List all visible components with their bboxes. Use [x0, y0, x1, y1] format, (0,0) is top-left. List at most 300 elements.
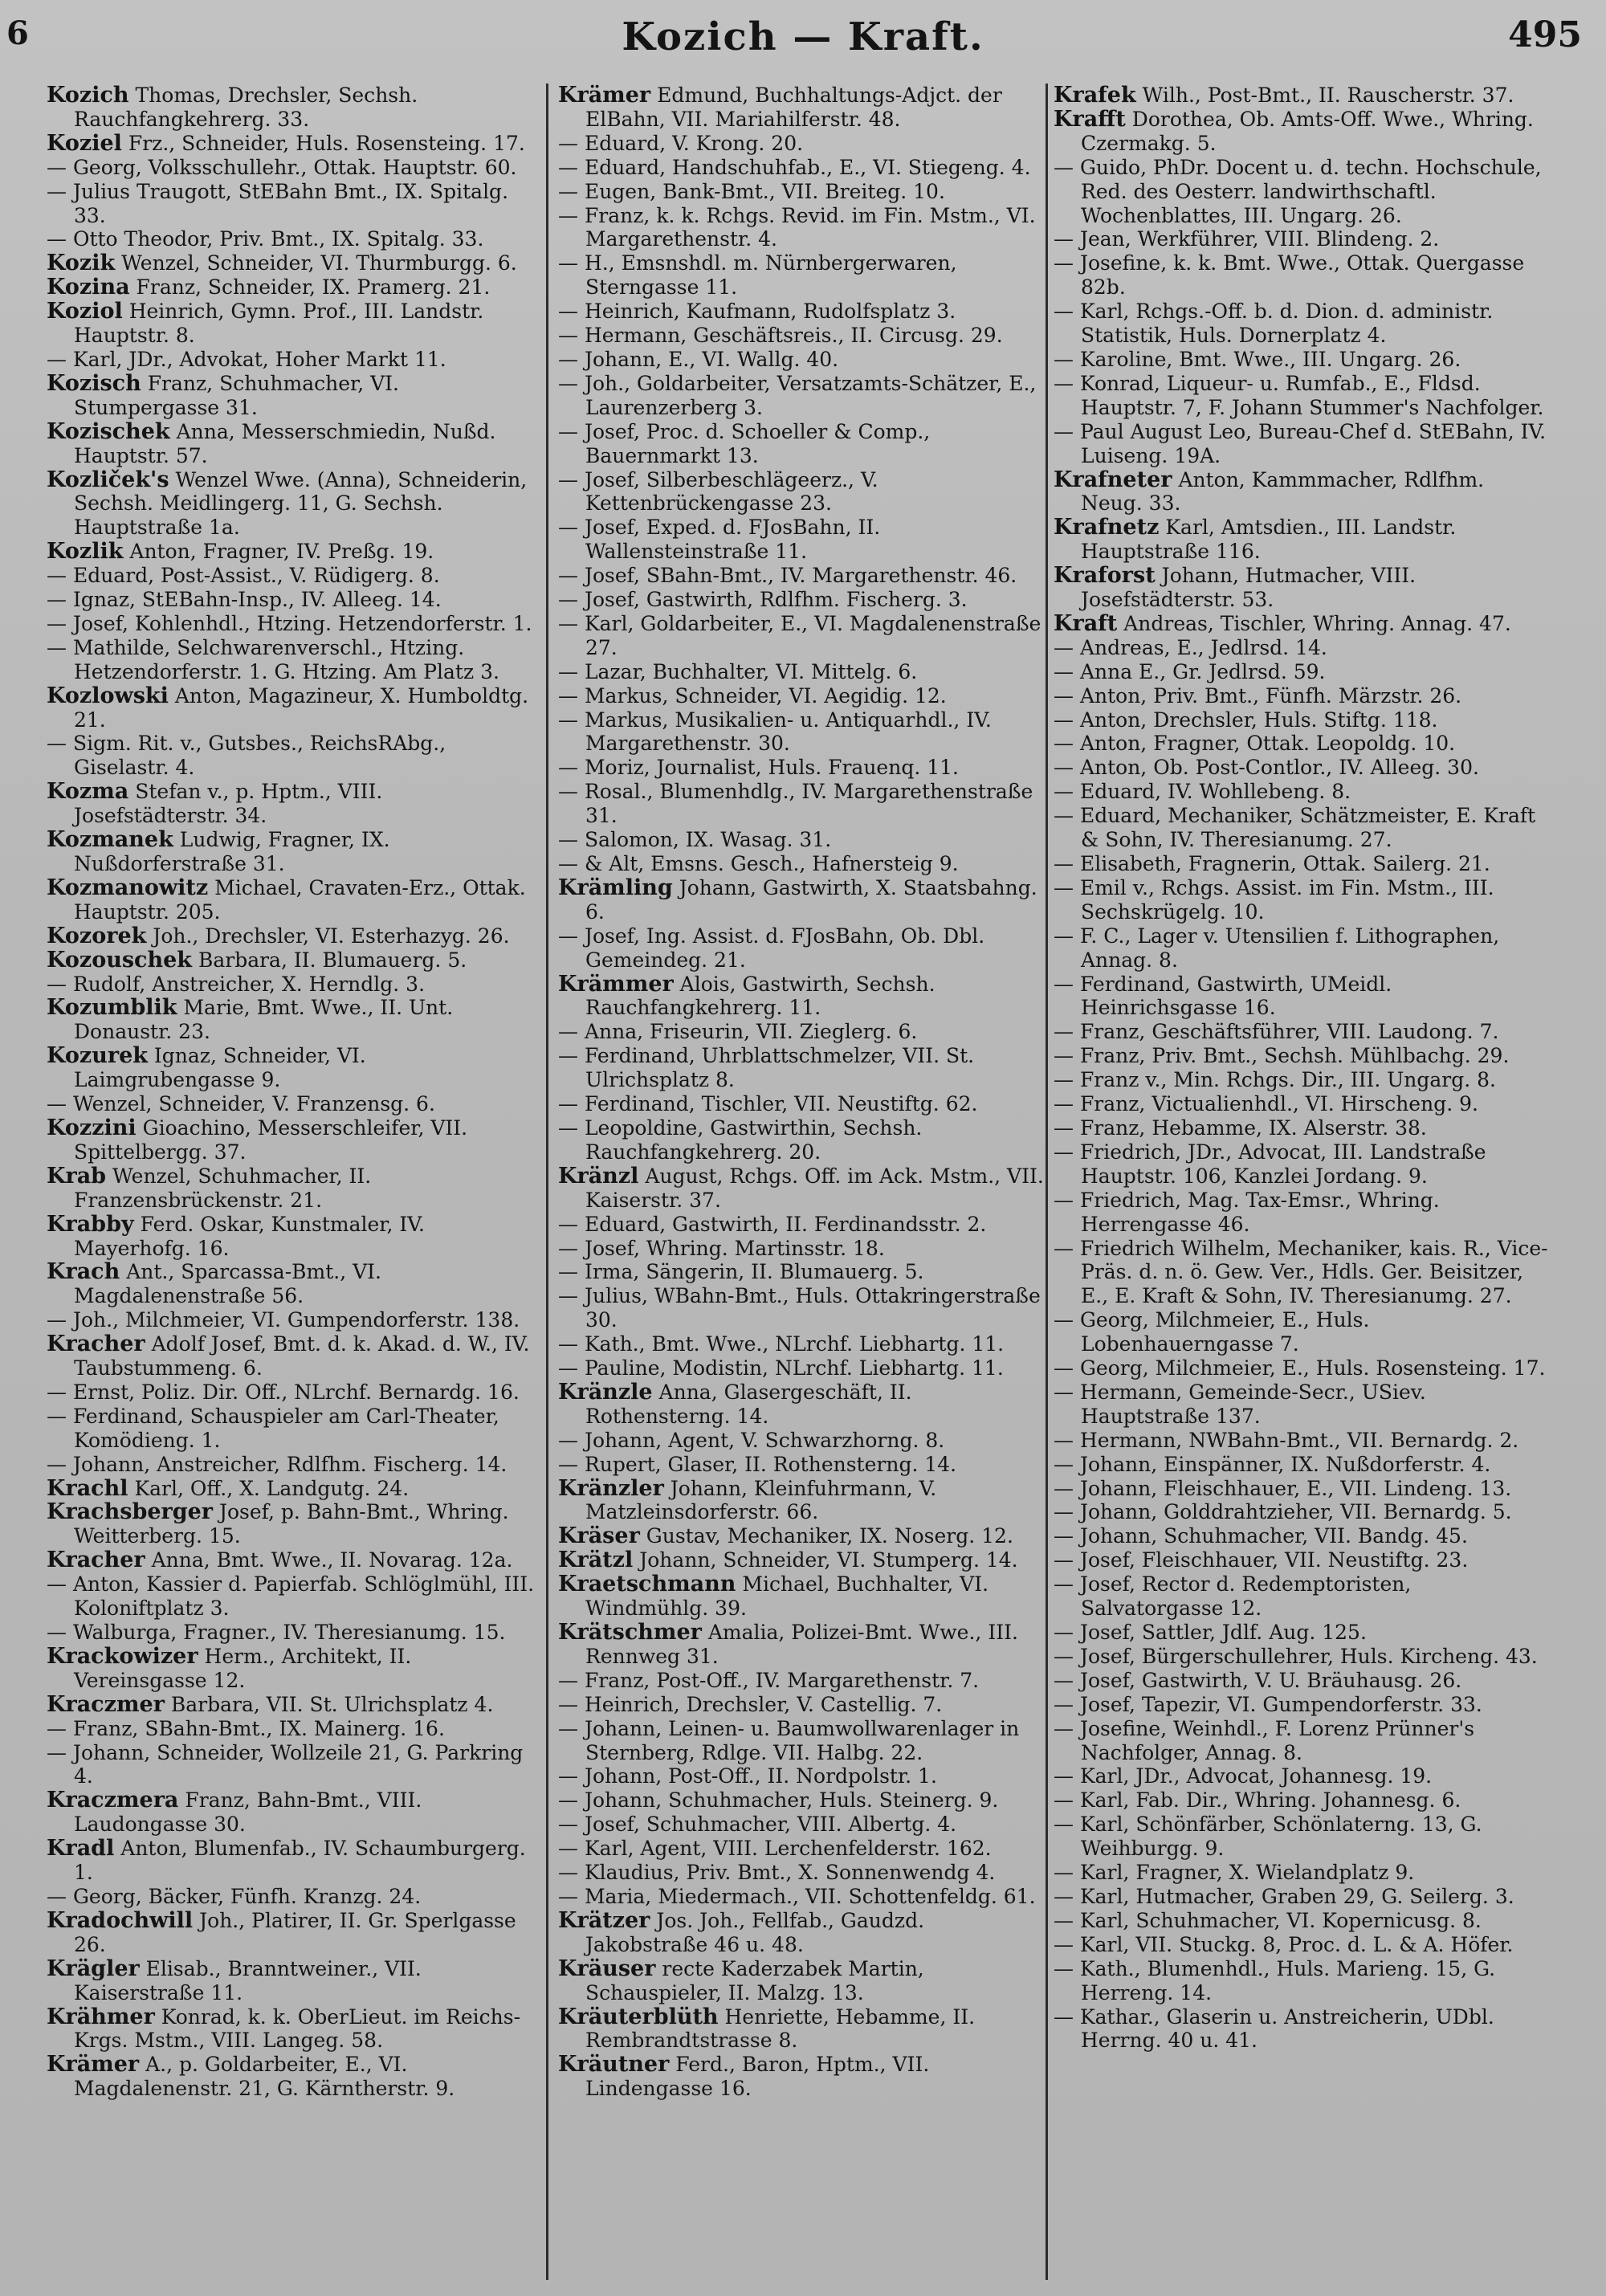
- entry-details: — Friedrich, JDr., Advocat, III. Landstraße Hauptstr. 106, Kanzlei Jordang. 9.: [1054, 1140, 1486, 1188]
- directory-entry: [558, 876, 1050, 924]
- entry-details: — Julius Traugott, StEBahn Bmt., IX. Spitalg. 33.: [47, 179, 509, 227]
- entry-details: Wilh., Post-Bmt., II. Rauscherstr. 37.: [1135, 84, 1514, 107]
- directory-entry: [1054, 1308, 1551, 1356]
- entry-surname: Krachl: [47, 1475, 128, 1501]
- entry-details: — Anton, Ob. Post-Contlor., IV. Alleeg. 30.: [1054, 756, 1479, 780]
- entry-surname: Kozlik: [47, 539, 124, 565]
- entry-details: Wenzel Wwe. (Anna), Schneiderin, Sechsh. Meidlingerg. 11, G. Sechsh. Hauptstraße 1a.: [74, 467, 528, 540]
- entry-details: Marie, Bmt. Wwe., II. Unt. Donaustr. 23.: [74, 996, 454, 1044]
- directory-entry: [47, 1213, 536, 1261]
- entry-surname: Krafek: [1054, 84, 1136, 108]
- entry-surname: Krämer: [558, 84, 651, 108]
- entry-details: Anna, Glasergeschäft, II. Rothensterng. 14.: [585, 1380, 912, 1428]
- entry-details: — Ferdinand, Uhrblattschmelzer, VII. St. Ulrichsplatz 8.: [558, 1044, 975, 1092]
- entry-details: Henriette, Hebamme, II. Rembrandtstrasse 8.: [585, 2004, 976, 2053]
- directory-entry: [558, 1669, 1050, 1693]
- directory-entry: [47, 1909, 536, 1957]
- entry-details: — Karl, Schuhmacher, VI. Kopernicusg. 8.: [1054, 1908, 1482, 1932]
- directory-entry: [1054, 1068, 1551, 1092]
- entry-surname: Kozurek: [47, 1043, 148, 1069]
- directory-entry: [47, 684, 536, 732]
- directory-entry: [47, 2005, 536, 2053]
- directory-column-1: [47, 84, 536, 2284]
- entry-surname: Kozmanowitz: [47, 875, 209, 900]
- entry-surname: Kozischek: [47, 418, 170, 444]
- entry-details: — Jean, Werkführer, VIII. Blindeng. 2.: [1054, 227, 1440, 251]
- directory-entry: [47, 132, 536, 156]
- entry-details: — Franz, k. k. Rchgs. Revid. im Fin. Mstm., VI. Margarethenstr. 4.: [558, 203, 1036, 251]
- directory-entry: [1054, 1693, 1551, 1717]
- entry-details: — Paul August Leo, Bureau-Chef d. StEBahn, IV. Luiseng. 19A.: [1054, 419, 1547, 467]
- directory-entry: [1054, 1020, 1551, 1044]
- entry-details: — Eduard, V. Krong. 20.: [558, 131, 804, 155]
- entry-details: — Eugen, Bank-Bmt., VII. Breiteg. 10.: [558, 179, 945, 203]
- directory-entry: [558, 708, 1050, 756]
- entry-details: — Karl, Goldarbeiter, E., VI. Magdalenenstraße 27.: [558, 611, 1041, 659]
- entry-details: — Johann, Post-Off., II. Nordpolstr. 1.: [558, 1764, 937, 1788]
- entry-details: — Georg, Milchmeier, E., Huls. Rosensteing. 17.: [1054, 1356, 1546, 1380]
- directory-entry: [47, 1645, 536, 1693]
- entry-details: — Josefine, k. k. Bmt. Wwe., Ottak. Quergasse 82b.: [1054, 251, 1525, 300]
- directory-entry: [1054, 708, 1551, 732]
- directory-entry: [1054, 227, 1551, 251]
- entry-details: — Klaudius, Priv. Bmt., X. Sonnenwendg 4.: [558, 1861, 996, 1885]
- entry-details: — Josef, Exped. d. FJosBahn, II. Wallensteinstraße 11.: [558, 516, 881, 564]
- entry-details: Jos. Joh., Fellfab., Gaudzd. Jakobstraße 46 u. 48.: [585, 1908, 925, 1956]
- directory-entry: [1054, 1861, 1551, 1885]
- entry-surname: Krägler: [47, 1955, 140, 1981]
- entry-surname: Kräuser: [558, 1955, 656, 1981]
- directory-entry: [47, 1260, 536, 1308]
- directory-entry: [1054, 420, 1551, 468]
- directory-entry: [1054, 108, 1551, 156]
- directory-entry: [558, 1237, 1050, 1261]
- directory-entry: [1054, 1548, 1551, 1572]
- entry-details: — Otto Theodor, Priv. Bmt., IX. Spitalg. 33.: [47, 227, 484, 251]
- entry-surname: Krämmer: [558, 971, 674, 997]
- entry-details: — Markus, Schneider, VI. Aegidig. 12.: [558, 683, 947, 708]
- directory-entry: [558, 1284, 1050, 1332]
- entry-details: — Josef, Rector d. Redemptoristen, Salvatorgasse 12.: [1054, 1572, 1412, 1621]
- entry-details: — Karl, Fab. Dir., Whring. Johannesg. 6.: [1054, 1788, 1461, 1813]
- entry-details: Karl, Amtsdien., III. Landstr. Hauptstraße 116.: [1081, 516, 1457, 564]
- entry-details: — Rupert, Glaser, II. Rothensterng. 14.: [558, 1452, 957, 1476]
- directory-entry: [47, 2053, 536, 2101]
- entry-surname: Krafft: [1054, 106, 1126, 132]
- directory-entry: [558, 1044, 1050, 1092]
- entry-details: Johann, Gastwirth, X. Staatsbahng. 6.: [585, 875, 1037, 924]
- directory-entry: [1054, 300, 1551, 348]
- directory-entry: [47, 1500, 536, 1548]
- directory-entry: [1054, 468, 1551, 516]
- directory-entry: [47, 300, 536, 348]
- directory-entry: [1054, 1044, 1551, 1068]
- entry-details: Anton, Fragner, IV. Preßg. 19.: [123, 540, 434, 564]
- entry-details: — Friedrich Wilhelm, Mechaniker, kais. R., Vice-Präs. d. n. ö. Gew. Ver., Hdls. Ger. Beisitzer, E., E. Kraft & Sohn, IV. Theresianumg. 27.: [1054, 1236, 1548, 1308]
- directory-entry: [47, 1453, 536, 1477]
- directory-entry: [47, 84, 536, 132]
- directory-entry: [1054, 636, 1551, 660]
- entry-details: — Pauline, Modistin, NLrchf. Liebhartg. 11.: [558, 1356, 1004, 1380]
- entry-details: — Franz, Priv. Bmt., Sechsh. Mühlbachg. 29.: [1054, 1044, 1510, 1068]
- entry-details: Elisab., Branntweiner., VII. Kaiserstraße 11.: [74, 1956, 422, 2004]
- directory-entry: [47, 564, 536, 588]
- entry-details: — Johann, Leinen- u. Baumwollwarenlager in Sternberg, Rdlge. VII. Halbg. 22.: [558, 1716, 1020, 1764]
- directory-entry: [1054, 2005, 1551, 2053]
- entry-details: — Ferdinand, Gastwirth, UMeidl. Heinrichsgasse 16.: [1054, 972, 1392, 1020]
- directory-entry: [1054, 732, 1551, 756]
- entry-details: — Moriz, Journalist, Huls. Frauenq. 11.: [558, 756, 959, 780]
- entry-details: — Leopoldine, Gastwirthin, Sechsh. Rauchfangkehrerg. 20.: [558, 1115, 923, 1164]
- directory-entry: [1054, 1356, 1551, 1380]
- entry-details: Franz, Schuhmacher, VI. Stumpergasse 31.: [74, 371, 399, 419]
- directory-entry: [558, 1524, 1050, 1548]
- entry-details: — Eduard, Gastwirth, II. Ferdinandsstr. 2.: [558, 1212, 987, 1236]
- directory-entry: [47, 948, 536, 973]
- entry-details: Joh., Drechsler, VI. Esterhazyg. 26.: [146, 924, 510, 948]
- directory-entry: [47, 1116, 536, 1164]
- directory-entry: [558, 516, 1050, 564]
- directory-entry: [558, 1548, 1050, 1572]
- directory-entry: [558, 1813, 1050, 1837]
- directory-entry: [558, 2053, 1050, 2101]
- directory-entry: [47, 1044, 536, 1092]
- entry-details: — Josef, Schuhmacher, VIII. Albertg. 4.: [558, 1813, 957, 1837]
- entry-surname: Krach: [47, 1259, 120, 1285]
- directory-entry: [1054, 1717, 1551, 1765]
- entry-details: — Hermann, Gemeinde-Secr., USiev. Hauptstraße 137.: [1054, 1380, 1426, 1428]
- entry-surname: Kozumblik: [47, 995, 177, 1021]
- directory-entry: [47, 1717, 536, 1741]
- entry-details: — Johann, E., VI. Wallg. 40.: [558, 347, 839, 371]
- entry-details: — Irma, Sängerin, II. Blumauerg. 5.: [558, 1260, 924, 1284]
- directory-entry: [1054, 1909, 1551, 1933]
- directory-entry: [1054, 1140, 1551, 1189]
- entry-details: — Ignaz, StEBahn-Insp., IV. Alleeg. 14.: [47, 588, 442, 612]
- entry-details: — Hermann, NWBahn-Bmt., VII. Bernardg. 2.: [1054, 1428, 1519, 1452]
- directory-entry: [558, 1837, 1050, 1861]
- entry-details: Thomas, Drechsler, Sechsh. Rauchfangkehrerg. 33.: [74, 84, 418, 131]
- entry-details: — Maria, Miedermach., VII. Schottenfeldg. 61.: [558, 1884, 1036, 1908]
- entry-details: — Julius, WBahn-Bmt., Huls. Ottakringerstraße 30.: [558, 1284, 1041, 1332]
- entry-details: — Franz v., Min. Rchgs. Dir., III. Ungarg. 8.: [1054, 1068, 1496, 1092]
- entry-details: — Johann, Fleischhauer, E., VII. Lindeng. 13.: [1054, 1476, 1512, 1500]
- directory-entry: [1054, 973, 1551, 1021]
- entry-details: — Joh., Goldarbeiter, Versatzamts-Schätzer, E., Laurenzerberg 3.: [558, 371, 1037, 419]
- directory-entry: [558, 348, 1050, 372]
- directory-entry: [47, 1741, 536, 1789]
- directory-entry: [47, 612, 536, 636]
- entry-details: Michael, Buchhalter, VI. Windmühlg. 39.: [585, 1572, 989, 1621]
- entry-surname: Kräser: [558, 1523, 640, 1549]
- entry-details: — Wenzel, Schneider, V. Franzensg. 6.: [47, 1092, 435, 1116]
- entry-details: — Ferdinand, Tischler, VII. Neustiftg. 62.: [558, 1092, 978, 1116]
- entry-details: Frz., Schneider, Huls. Rosensteing. 17.: [121, 131, 525, 155]
- directory-entry: [1054, 876, 1551, 924]
- entry-details: — Georg, Bäcker, Fünfh. Kranzg. 24.: [47, 1884, 422, 1908]
- directory-entry: [558, 1260, 1050, 1284]
- directory-entry: [47, 348, 536, 372]
- entry-details: Anton, Magazineur, X. Humboldtg. 21.: [74, 683, 529, 732]
- directory-entry: [558, 1380, 1050, 1429]
- directory-entry: [558, 1332, 1050, 1356]
- directory-entry: [47, 636, 536, 684]
- directory-entry: [47, 828, 536, 876]
- entry-details: — Karl, Fragner, X. Wielandplatz 9.: [1054, 1861, 1415, 1885]
- entry-details: August, Rchgs. Off. im Ack. Mstm., VII. Kaiserstr. 37.: [585, 1164, 1044, 1212]
- entry-details: Anna, Messerschmiedin, Nußd. Hauptstr. 57.: [74, 419, 496, 467]
- entry-details: Konrad, k. k. OberLieut. im Reichs-Krgs. Mstm., VIII. Langeg. 58.: [74, 2004, 521, 2053]
- entry-surname: Kozisch: [47, 370, 141, 396]
- entry-details: — Karl, Agent, VIII. Lerchenfelderstr. 162.: [558, 1837, 992, 1861]
- entry-surname: Kozmanek: [47, 827, 173, 853]
- entry-details: — Salomon, IX. Wasag. 31.: [558, 828, 832, 852]
- entry-details: Anton, Kammmacher, Rdlfhm. Neug. 33.: [1081, 467, 1485, 516]
- entry-surname: Krätzl: [558, 1548, 634, 1573]
- directory-entry: [1054, 1885, 1551, 1909]
- directory-entry: [47, 1957, 536, 2005]
- entry-surname: Kozich: [47, 84, 129, 108]
- entry-details: — Karl, JDr., Advocat, Johannesg. 19.: [1054, 1764, 1433, 1788]
- directory-entry: [1054, 1933, 1551, 1957]
- directory-entry: [1054, 924, 1551, 973]
- entry-details: Gustav, Mechaniker, IX. Noserg. 12.: [639, 1524, 1013, 1548]
- entry-details: — Johann, Agent, V. Schwarzhorng. 8.: [558, 1428, 945, 1452]
- entry-details: Ferd. Oskar, Kunstmaler, IV. Mayerhofg. 16.: [74, 1212, 425, 1260]
- column-divider: [546, 84, 548, 2280]
- entry-details: — F. C., Lager v. Utensilien f. Lithographen, Annag. 8.: [1054, 924, 1500, 972]
- directory-entry: [558, 204, 1050, 252]
- entry-details: Josef, p. Bahn-Bmt., Whring. Weitterberg. 15.: [74, 1500, 509, 1548]
- entry-surname: Kraetschmann: [558, 1572, 736, 1597]
- directory-entry: [1054, 1429, 1551, 1453]
- directory-entry: [47, 996, 536, 1044]
- left-page-number: 6: [6, 14, 29, 52]
- entry-details: — Franz, SBahn-Bmt., IX. Mainerg. 16.: [47, 1716, 445, 1740]
- directory-entry: [47, 420, 536, 468]
- entry-surname: Kraczmera: [47, 1788, 179, 1813]
- entry-details: recte Kaderzabek Martin, Schauspieler, II. Malzg. 13.: [585, 1956, 924, 2004]
- directory-entry: [558, 828, 1050, 852]
- directory-entry: [1054, 612, 1551, 636]
- entry-details: — Elisabeth, Fragnerin, Ottak. Sailerg. 21.: [1054, 852, 1490, 875]
- entry-details: — Eduard, IV. Wohllebeng. 8.: [1054, 780, 1351, 804]
- directory-entry: [47, 1477, 536, 1501]
- directory-entry: [47, 780, 536, 828]
- entry-details: — & Alt, Emsns. Gesch., Hafnersteig 9.: [558, 852, 959, 875]
- entry-details: — Josef, Gastwirth, V. U. Bräuhausg. 26.: [1054, 1668, 1462, 1692]
- directory-entry: [558, 1116, 1050, 1164]
- entry-surname: Kränzl: [558, 1163, 639, 1189]
- directory-entry: [558, 372, 1050, 420]
- directory-entry: [1054, 852, 1551, 876]
- directory-entry: [1054, 1092, 1551, 1116]
- directory-entry: [1054, 1477, 1551, 1501]
- entry-details: — Konrad, Liqueur- u. Rumfab., E., Fldsd. Hauptstr. 7, F. Johann Stummer's Nachfolger.: [1054, 371, 1544, 419]
- directory-entry: [558, 1693, 1050, 1717]
- entry-surname: Kradl: [47, 1836, 115, 1862]
- entry-details: — Karl, Schönfärber, Schönlaterng. 13, G. Weihburgg. 9.: [1054, 1813, 1482, 1861]
- directory-entry: [1054, 1813, 1551, 1861]
- directory-entry: [47, 876, 536, 924]
- entry-surname: Kraforst: [1054, 563, 1156, 589]
- directory-entry: [558, 756, 1050, 780]
- entry-details: — Hermann, Geschäftsreis., II. Circusg. 29.: [558, 324, 1003, 348]
- entry-surname: Kracher: [47, 1548, 145, 1573]
- entry-details: — Rudolf, Anstreicher, X. Herndlg. 3.: [47, 972, 426, 996]
- entry-details: Franz, Schneider, IX. Pramerg. 21.: [129, 275, 491, 300]
- entry-details: Herm., Architekt, II. Vereinsgasse 12.: [74, 1644, 412, 1692]
- directory-entry: [1054, 564, 1551, 612]
- entry-details: — Anton, Priv. Bmt., Fünfh. Märzstr. 26.: [1054, 683, 1462, 708]
- entry-details: — H., Emsnshdl. m. Nürnbergerwaren, Sterngasse 11.: [558, 251, 957, 300]
- directory-entry: [558, 924, 1050, 973]
- directory-entry: [558, 1572, 1050, 1621]
- entry-details: — Heinrich, Drechsler, V. Castellig. 7.: [558, 1692, 943, 1716]
- entry-details: Ant., Sparcassa-Bmt., VI. Magdalenenstraße 56.: [74, 1260, 381, 1308]
- entry-details: — Anna E., Gr. Jedlrsd. 59.: [1054, 659, 1326, 683]
- entry-details: — Johann, Schneider, Wollzeile 21, G. Parkring 4.: [47, 1740, 524, 1788]
- directory-entry: [1054, 1237, 1551, 1309]
- entry-details: Anna, Bmt. Wwe., II. Novarag. 12a.: [145, 1548, 513, 1572]
- entry-surname: Krab: [47, 1163, 107, 1189]
- directory-entry: [47, 1405, 536, 1453]
- directory-entry: [1054, 1453, 1551, 1477]
- entry-surname: Koziel: [47, 130, 122, 156]
- directory-entry: [1054, 1524, 1551, 1548]
- entry-details: Karl, Off., X. Landgutg. 24.: [128, 1476, 410, 1500]
- entry-details: — Josef, Whring. Martinsstr. 18.: [558, 1236, 885, 1260]
- entry-details: Johann, Hutmacher, VIII. Josefstädterstr. 53.: [1081, 564, 1416, 612]
- entry-details: — Johann, Golddrahtzieher, VII. Bernardg. 5.: [1054, 1500, 1512, 1524]
- directory-entry: [558, 1213, 1050, 1237]
- entry-details: Ferd., Baron, Hptm., VII. Lindengasse 16.: [585, 2053, 930, 2101]
- directory-entry: [47, 275, 536, 300]
- entry-surname: Krämling: [558, 875, 673, 900]
- entry-surname: Kozorek: [47, 923, 147, 948]
- directory-entry: [558, 1788, 1050, 1813]
- entry-details: — Ernst, Poliz. Dir. Off., NLrchf. Bernardg. 16.: [47, 1380, 520, 1404]
- directory-entry: [47, 1621, 536, 1645]
- entry-details: — Kathar., Glaserin u. Anstreicherin, UDbl. Herrng. 40 u. 41.: [1054, 2004, 1494, 2053]
- entry-details: — Eduard, Handschuhfab., E., VI. Stiegeng. 4.: [558, 155, 1031, 179]
- directory-entry: [1054, 780, 1551, 804]
- entry-details: Johann, Kleinfuhrmann, V. Matzleinsdorferstr. 66.: [585, 1476, 937, 1524]
- entry-details: — Georg, Volksschullehr., Ottak. Hauptstr. 60.: [47, 155, 517, 179]
- directory-entry: [47, 251, 536, 275]
- directory-entry: [558, 1885, 1050, 1909]
- entry-details: Stefan v., p. Hptm., VIII. Josefstädterstr. 34.: [74, 780, 383, 828]
- entry-details: Andreas, Tischler, Whring. Annag. 47.: [1117, 611, 1511, 635]
- entry-details: — Johann, Schuhmacher, Huls. Steinerg. 9.: [558, 1788, 999, 1813]
- directory-entry: [558, 780, 1050, 828]
- entry-details: Joh., Platirer, II. Gr. Sperlgasse 26.: [74, 1908, 516, 1956]
- directory-entry: [47, 227, 536, 251]
- entry-details: Barbara, VII. St. Ulrichsplatz 4.: [164, 1692, 494, 1716]
- entry-surname: Krafnetz: [1054, 515, 1160, 540]
- entry-details: — Karoline, Bmt. Wwe., III. Ungarg. 26.: [1054, 347, 1461, 371]
- directory-entry: [558, 588, 1050, 612]
- entry-details: Franz, Bahn-Bmt., VIII. Laudongasse 30.: [74, 1788, 422, 1837]
- directory-entry: [1054, 684, 1551, 708]
- entry-details: — Josef, Bürgerschullehrer, Huls. Kircheng. 43.: [1054, 1644, 1538, 1668]
- directory-entry: [558, 1429, 1050, 1453]
- directory-entry: [1054, 1621, 1551, 1645]
- entry-surname: Kozina: [47, 275, 130, 300]
- directory-entry: [47, 1693, 536, 1717]
- directory-entry: [558, 612, 1050, 660]
- entry-surname: Kradochwill: [47, 1907, 194, 1933]
- entry-details: Anton, Blumenfab., IV. Schaumburgerg. 1.: [74, 1837, 526, 1885]
- page-title: Kozich — Kraft.: [622, 14, 984, 59]
- directory-entry: [558, 1957, 1050, 2005]
- entry-details: — Karl, Rchgs.-Off. b. d. Dion. d. administr. Statistik, Huls. Dornerplatz 4.: [1054, 300, 1494, 348]
- entry-surname: Krämer: [47, 2052, 140, 2078]
- entry-details: Michael, Cravaten-Erz., Ottak. Hauptstr. 205.: [74, 875, 526, 924]
- directory-entry: [47, 973, 536, 997]
- directory-entry: [47, 540, 536, 564]
- entry-details: — Josef, Tapezir, VI. Gumpendorferstr. 33.: [1054, 1692, 1482, 1716]
- entry-details: — Franz, Geschäftsführer, VIII. Laudong. 7.: [1054, 1020, 1499, 1044]
- directory-entry: [558, 251, 1050, 300]
- directory-entry: [1054, 1645, 1551, 1669]
- directory-entry: [47, 180, 536, 228]
- entry-details: Wenzel, Schuhmacher, II. Franzensbrückenstr. 21.: [74, 1164, 372, 1212]
- directory-entry: [47, 156, 536, 180]
- directory-entry: [47, 468, 536, 540]
- entry-details: Alois, Gastwirth, Sechsh. Rauchfangkehrerg. 11.: [585, 972, 935, 1020]
- directory-entry: [1054, 1500, 1551, 1524]
- directory-entry: [558, 973, 1050, 1021]
- entry-details: — Eduard, Post-Assist., V. Rüdigerg. 8.: [47, 564, 440, 588]
- directory-column-2: [558, 84, 1050, 2284]
- entry-details: — Josef, Gastwirth, Rdlfhm. Fischerg. 3.: [558, 588, 968, 612]
- directory-entry: [1054, 156, 1551, 228]
- entry-surname: Kozzini: [47, 1115, 137, 1140]
- entry-details: Heinrich, Gymn. Prof., III. Landstr. Hauptstr. 8.: [74, 300, 484, 348]
- entry-details: Dorothea, Ob. Amts-Off. Wwe., Whring. Czermakg. 5.: [1081, 107, 1534, 155]
- entry-details: — Josef, Silberbeschlägeerz., V. Kettenbrückengasse 23.: [558, 467, 878, 516]
- directory-entry: [47, 1308, 536, 1332]
- entry-surname: Krachsberger: [47, 1499, 214, 1525]
- entry-surname: Krafneter: [1054, 467, 1172, 492]
- entry-details: — Karl, VII. Stuckg. 8, Proc. d. L. & A. Höfer.: [1054, 1932, 1514, 1956]
- entry-details: — Anton, Drechsler, Huls. Stiftg. 118.: [1054, 708, 1438, 732]
- directory-entry: [558, 1861, 1050, 1885]
- entry-surname: Kozouschek: [47, 947, 193, 973]
- entry-details: Wenzel, Schneider, VI. Thurmburgg. 6.: [115, 251, 517, 275]
- entry-surname: Krackowizer: [47, 1643, 198, 1669]
- entry-details: — Kath., Bmt. Wwe., NLrchf. Liebhartg. 11.: [558, 1332, 1005, 1356]
- entry-details: — Joh., Milchmeier, VI. Gumpendorferstr. 138.: [47, 1308, 520, 1332]
- directory-entry: [47, 372, 536, 420]
- directory-entry: [558, 132, 1050, 156]
- directory-entry: [558, 84, 1050, 132]
- entry-details: Adolf Josef, Bmt. d. k. Akad. d. W., IV. Taubstummeng. 6.: [74, 1332, 530, 1380]
- directory-entry: [47, 924, 536, 948]
- entry-details: Ignaz, Schneider, VI. Laimgrubengasse 9.: [74, 1044, 366, 1092]
- directory-entry: [558, 1717, 1050, 1765]
- entry-surname: Kozik: [47, 251, 116, 276]
- directory-entry: [1054, 1572, 1551, 1621]
- entry-details: — Josefine, Weinhdl., F. Lorenz Prünner's Nachfolger, Annag. 8.: [1054, 1716, 1475, 1764]
- entry-surname: Kräutner: [558, 2052, 670, 2078]
- directory-entry: [1054, 1116, 1551, 1140]
- directory-entry: [1054, 1764, 1551, 1788]
- entry-details: A., p. Goldarbeiter, E., VI. Magdalenenstr. 21, G. Kärntherstr. 9.: [74, 2053, 455, 2101]
- entry-surname: Kozma: [47, 779, 129, 805]
- directory-entry: [558, 852, 1050, 876]
